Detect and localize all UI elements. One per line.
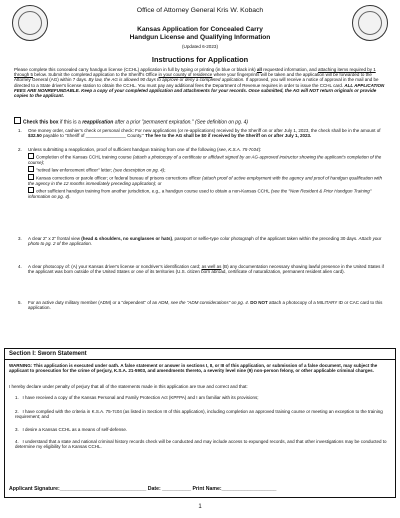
- requirement-2: 2. Unless submitting a reapplication, proof of sufficient handgun training from one of the following (see, K.S.A. 75-7c04): Completion of the Kansas CCHL training course (attach a photocopy of a certificate or affidavit signed by an AG-approved instructor showing the applicant's completion of the course); "retired law enforcement officer" letter; (see description on pg. 4); Kansas corrections or parole officer; or federal bureau of prisons corrections officer (attach proof of active employment with the agency and proof of handgun qualification with the agency in the 12 months immediately preceding application); or other sufficient handgun training from another jurisdiction, e.g., a handgun course used to obtain a non-Kansas CCHL (see the "New Resident & Prior Handgun Training" information on pg. 4).: [18, 147, 388, 199]
- signature-field[interactable]: ______________________________: [59, 486, 147, 492]
- option-checkbox[interactable]: [28, 153, 34, 159]
- section-divider: [5, 359, 395, 360]
- requirement-5: 5. For an active duty military member (ADM) or a "dependent" of an ADM, see the "ADM considerations" on pg. 4. DO NOT attach a photocopy of a MILITARY ID or CAC card to this application.: [18, 300, 383, 311]
- training-option-course: Completion of the Kansas CCHL training course (attach a photocopy of a certificate or affidavit signed by an AG-approved instructor showing the applicant's completion of the course);: [28, 154, 382, 166]
- requirement-3: 3. A clear 2" x 2" frontal view (head & shoulders, no sunglasses or hats), passport or selfie-type color photograph of the applicant taken within the preceding 30 days. Attach your photo to pg. 2 of the application.: [18, 236, 382, 247]
- updated-date: (Updated 6-2023): [181, 44, 218, 49]
- reapplication-checkbox[interactable]: [14, 117, 21, 124]
- section-title: Section I: Sworn Statement: [9, 351, 87, 357]
- statement-4: 4. I understand that a state and national criminal history records check will be conducted and may include access to expunged records, and that other investigations may be conducted to determine my eligibility for a Kansas CCHL.: [15, 439, 387, 450]
- intro-paragraph: Please complete this concealed carry handgun license (CCHL) application in full by typing or printing (in blue or black ink) all requested information, and attaching items required by 1 through 5 below. Submit the completed application to the Sheriff's Office in your county of residence where your fingerprints will be taken and the application will be forwarded to the Attorney General (AG) within 7 days. By law, the AG is allowed 90 days to approve or deny a completed application. If approved, you will receive a notice of approval in the mail and be directed to a State driver's license station to obtain the CCHL. You must pay any additional fees the Department of Revenue requires in order to issue the CCHL card. ALL APPLICATION FEES ARE NONREFUNDABLE. Keep a copy of your completed application and attachments for your records. Once submitted, the AG will NOT return originals or provide copies to the applicant.: [14, 67, 385, 99]
- page-number: 1: [198, 504, 202, 510]
- section-sworn-statement: [4, 348, 396, 498]
- date-field[interactable]: __________: [162, 486, 192, 492]
- option-checkbox[interactable]: [28, 187, 34, 193]
- training-option-retired-le: "retired law enforcement officer" letter; (see description on pg. 4);: [28, 166, 388, 173]
- training-option-other: other sufficient handgun training from another jurisdiction, e.g., a handgun course used to obtain a non-Kansas CCHL (see the "New Resident & Prior Handgun Training" information on pg. 4).: [28, 188, 372, 200]
- signature-row: Applicant Signature:______________________________ Date: __________ Print Name:___________________: [9, 486, 277, 492]
- warning-text: WARNING: This application is executed under oath. A false statement or answer in sections I, II, or III of this application, or submission of a false document, may subject the applicant to prosecution for the crime of perjury, K.S.A. 21-5903, and amendments thereto, a severity level nine (9) non-person felony, or other applicable criminal charges.: [9, 363, 378, 374]
- option-checkbox[interactable]: [28, 174, 34, 180]
- print-name-field[interactable]: ___________________: [221, 486, 277, 492]
- instructions-heading: Instructions for Application: [151, 55, 249, 64]
- training-option-corrections: Kansas corrections or parole officer; or federal bureau of prisons corrections officer (attach proof of active employment with the agency and proof of handgun qualification with the agency in the 12 months immediately preceding application); or: [28, 175, 383, 186]
- statement-3: 3. I desire a Kansas CCHL as a means of self-defense.: [15, 427, 128, 432]
- statement-2: 2. I have complied with the criteria in K.S.A. 75-7c04 (as listed in Section III of this application), including completion an approved training course or meeting an exception to the training requirement; and: [15, 409, 383, 420]
- requirement-1: 1. One money order, cashier's check or personal check: For new applications (or re-applications) received by the Sheriff on or after July 1, 2023, the check shall be in the amount of $32.50 payable to "Sheriff of ________________ County." The fee to the AG shall be $0 if received by the Sheriff on or after July 1, 2023.: [18, 128, 381, 139]
- option-checkbox[interactable]: [28, 166, 34, 172]
- form-title: Kansas Application for Concealed Carry Handgun License and Qualifying Information: [129, 26, 271, 41]
- reapplication-row: Check this box if this is a reapplication after a prior "permanent expiration." (See definition on pg. 4): [14, 117, 388, 126]
- office-name: Office of Attorney General Kris W. Kobach: [136, 7, 264, 14]
- requirement-4: 4. A clear photocopy of: (A) your Kansas driver's license or nondriver's identification card; as well as (B) any documentation necessary showing lawful presence in the United States if the applicant was born outside of the United States or one of its territories (U.S. citizen born abroad, certificate of naturalization, permanent resident alien card).: [18, 264, 384, 275]
- declaration-text: I hereby declare under penalty of perjury that all of the statements made in this application are true and correct and that:: [9, 384, 248, 389]
- statement-1: 1. I have received a copy of the Kansas Personal and Family Protection Act (KPFPA) and I am familiar with its provisions;: [15, 395, 259, 400]
